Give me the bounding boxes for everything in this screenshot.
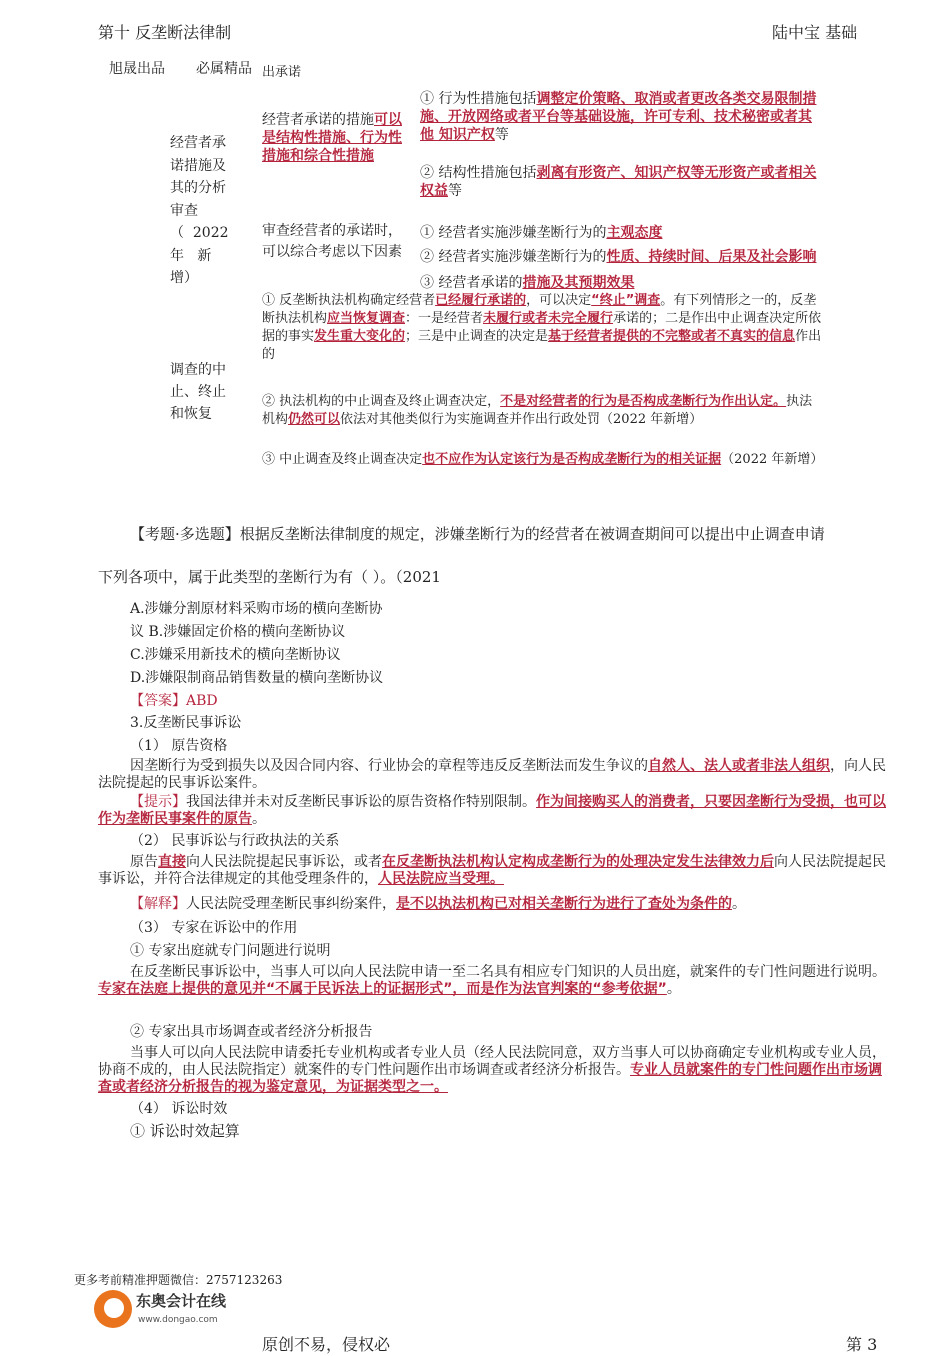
text: 因垄断行为受到损失以及因合同内容、行业协会的章程等违反反垄断法而发生争议的 — [130, 758, 648, 774]
sub-3-title: （3） 专家在诉讼中的作用 — [130, 920, 298, 936]
sub-4-1-title: ① 诉讼时效起算 — [130, 1122, 240, 1140]
sub-4-title: （4） 诉讼时效 — [130, 1101, 228, 1117]
text: 当事人可以向人民法院申请委托专业机构或者专业人员（经人民法院同意，双方当事人可以协商确定专业机构或专业人员，协商不成的，由人民法院指定）就案件的专门性问题作出市场调查或者经济分析报告。 — [98, 1045, 886, 1078]
text: 向人民法院提起民事诉讼，并符合法律规定的其他受理条件的， — [98, 854, 886, 887]
text: 向人民法院提起民事诉讼，或者 — [186, 854, 382, 870]
sub-3-1-title: ① 专家出庭就专门问题进行说明 — [130, 943, 331, 959]
row1-label — [170, 132, 232, 290]
structural-text: ② 结构性措施包括 — [420, 165, 537, 181]
explain-para — [98, 896, 888, 913]
tip-para — [98, 794, 888, 828]
cut-fragment: 出承诺 — [262, 65, 302, 80]
highlight: 也不应作为认定该行为是否构成垄断行为的相关证据 — [422, 452, 722, 467]
highlight: 基于经营者提供的不完整或者不真实的信息 — [548, 329, 796, 344]
brand-right: 必属精品 — [196, 61, 252, 77]
factor-highlight: 性质、持续时间、后果及社会影响 — [606, 249, 817, 265]
termination-para-1 — [262, 292, 824, 364]
label-line: 调查的中 — [170, 362, 226, 378]
text: 。有下列情形之一的，反垄断执法机构 — [262, 293, 817, 326]
logo-inner-icon — [104, 1298, 124, 1318]
text: 。 — [666, 981, 681, 997]
highlight: “终止”调查 — [591, 293, 661, 308]
sub-1-title: （1） 原告资格 — [130, 738, 228, 754]
sub-3-2-title: ② 专家出具市场调查或者经济分析报告 — [130, 1024, 373, 1040]
option-b: 议 B.涉嫌固定价格的横向垄断协议 — [130, 624, 346, 640]
question-stem-cut: 下列各项中，属于此类型的垄断行为有（ ）。（2021 — [98, 568, 441, 586]
text: ③ 中止调查及终止调查决定 — [262, 452, 423, 467]
highlight: 作为间接购买人的消费者，只要因垄断行为受损，也可以作为垄断民事案件的原告 — [98, 794, 886, 827]
highlight: 应当恢复调查 — [327, 311, 406, 326]
logo-url: www.dongao.com — [138, 1315, 218, 1325]
label-line: 其的分析 — [170, 180, 226, 196]
highlight: 发生重大变化的 — [314, 329, 406, 344]
measures-cell — [262, 111, 402, 165]
structural-suffix: 等 — [448, 183, 462, 199]
label-line: 经营者承 — [170, 135, 226, 151]
measures-highlight: 可以是结构性措施、行为性措施和综合性措施 — [262, 112, 402, 164]
termination-para-3 — [262, 450, 824, 484]
highlight: 未履行或者未完全履行 — [483, 311, 614, 326]
text: ，向人民法院提起的民事诉讼案件。 — [98, 758, 886, 791]
text: 原告 — [130, 854, 158, 870]
dongao-logo[interactable] — [90, 1286, 260, 1344]
text: 人民法院受理垄断民事纠纷案件， — [186, 896, 396, 912]
option-d: D.涉嫌限制商品销售数量的横向垄断协议 — [130, 670, 384, 686]
book-header: 陆中宝 基础 — [772, 23, 858, 42]
answer: 【答案】ABD — [130, 693, 218, 709]
text: 依法对其他类似行为实施调查并作出行政处罚（2022 年新增） — [340, 412, 703, 427]
review-factor-2 — [420, 248, 820, 265]
text: ，可以决定 — [526, 293, 592, 308]
option-c: C.涉嫌采用新技术的横向垄断协议 — [130, 647, 341, 663]
brand-left: 旭晟出品 — [109, 61, 165, 77]
factor-text: ② 经营者实施涉嫌垄断行为的 — [420, 249, 607, 265]
expert-para-2 — [98, 1045, 888, 1096]
label-line: 止、终止 — [170, 384, 226, 400]
behavior-highlight: 调整定价策略、取消或者更改各类交易限制措施、开放网络或者平台等基础设施，许可专利、技术秘密或者其他 知识产权 — [420, 91, 817, 143]
highlight: 自然人、法人或者非法人组织 — [648, 758, 830, 774]
highlight: 专家在法庭上提供的意见并“不属于民诉法上的证据形式”，而是作为法官判案的“参考依据” — [98, 981, 667, 997]
text: 。 — [732, 896, 746, 912]
label-line: 审查 — [170, 202, 198, 219]
behavior-cell — [420, 90, 820, 144]
behavior-suffix: 等 — [494, 127, 509, 143]
factor-text: ① 经营者实施涉嫌垄断行为的 — [420, 225, 607, 241]
label-line: 年 新 — [170, 247, 212, 264]
behavior-text: ① 行为性措施包括 — [420, 91, 537, 107]
review-factor-3 — [420, 274, 820, 291]
text: 。 — [252, 811, 266, 827]
question-stem: 【考题·多选题】根据反垄断法律制度的规定，涉嫌垄断行为的经营者在被调查期间可以提出中止调查申请 — [130, 525, 825, 543]
section-3-title: 3.反垄断民事诉讼 — [130, 715, 242, 731]
logo-name: 东奥会计在线 — [136, 1292, 227, 1310]
highlight: 在反垄断执法机构认定构成垄断行为的处理决定发生法律效力后 — [382, 854, 774, 870]
label-line: （ 2022 — [170, 225, 229, 241]
explain-tag: 【解释】 — [130, 896, 186, 912]
highlight: 人民法院应当受理。 — [378, 871, 504, 887]
text: ；三是中止调查的决定是 — [405, 329, 549, 344]
highlight: 是不以执法机构已对相关垄断行为进行了查处为条件的 — [396, 896, 732, 912]
option-a: A.涉嫌分割原材料采购市场的横向垄断协 — [130, 601, 383, 617]
review-cell: 审查经营者的承诺时，可以综合考虑以下因素 — [262, 223, 402, 260]
highlight: 不是对经营者的行为是否构成垄断行为作出认定。 — [500, 394, 787, 409]
highlight: 直接 — [158, 854, 186, 870]
copyright-notice: 原创不易，侵权必 — [262, 1335, 391, 1354]
review-factor-1 — [420, 224, 820, 241]
structural-highlight: 剥离有形资产、知识产权等无形资产或者相关权益 — [420, 165, 817, 199]
chapter-header: 第十 反垄断法律制 — [98, 23, 232, 42]
text: ② 执法机构的中止调查及终止调查决定， — [262, 394, 501, 409]
text: ① 反垄断执法机构确定经营者 — [262, 293, 436, 308]
text: 承诺的；二是作出中止调查决定所依据的事实 — [262, 311, 822, 344]
text: ：一是经营者 — [405, 311, 484, 326]
structural-cell — [420, 164, 820, 200]
text: （2022 年新增） — [721, 452, 824, 467]
text: 作出的 — [262, 329, 822, 362]
label-line: 诺措施及 — [170, 157, 226, 174]
label-line: 增） — [170, 270, 198, 286]
text: 执法机构 — [262, 394, 813, 427]
highlight: 专业人员就案件的专门性问题作出市场调查或者经济分析报告的视为鉴定意见，为证据类型之一。 — [98, 1062, 882, 1095]
termination-para-2 — [262, 393, 824, 429]
expert-para-1 — [98, 964, 888, 998]
highlight: 已经履行承诺的 — [435, 293, 527, 308]
relation-para — [98, 854, 888, 888]
row2-label — [170, 359, 232, 425]
factor-highlight: 主观态度 — [606, 225, 663, 241]
page-number: 第 3 — [846, 1335, 878, 1354]
factor-text: ③ 经营者承诺的 — [420, 275, 523, 291]
wechat-note: 更多考前精准押题微信：2757123263 — [74, 1273, 283, 1287]
measures-text: 经营者承诺的措施 — [262, 112, 374, 128]
highlight: 仍然可以 — [288, 412, 341, 427]
label-line: 和恢复 — [170, 406, 212, 422]
factor-highlight: 措施及其预期效果 — [522, 275, 635, 291]
text: 我国法律并未对反垄断民事诉讼的原告资格作特别限制。 — [186, 794, 536, 810]
plaintiff-para — [98, 758, 888, 792]
sub-2-title: （2） 民事诉讼与行政执法的关系 — [130, 833, 340, 849]
tip-tag: 【提示】 — [130, 794, 186, 810]
text: 在反垄断民事诉讼中，当事人可以向人民法院申请一至二名具有相应专门知识的人员出庭，就案件的专门性问题进行说明。 — [130, 964, 886, 980]
